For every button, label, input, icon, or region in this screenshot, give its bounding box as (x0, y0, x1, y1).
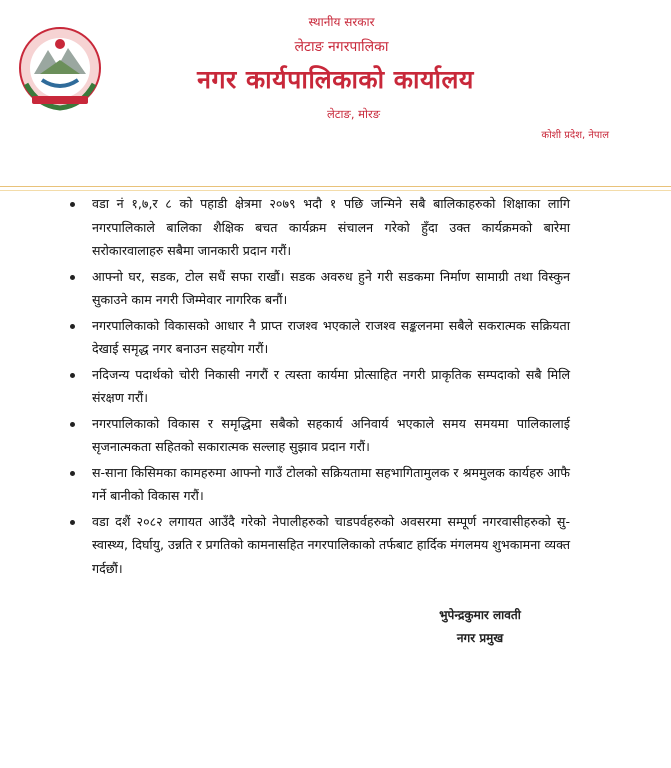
notice-item: नगरपालिकाको विकास र समृद्धिमा सबैको सहकार्य अनिवार्य भएकाले समय समयमा पालिकालाई सृजनात्मकता सहितको सकारात्मक सल्लाह सुझाव प्रदान गरौं। (70, 412, 570, 459)
province-label: कोशी प्रदेश, नेपाल (541, 130, 609, 141)
municipality-name: लेटाङ नगरपालिका (294, 39, 389, 55)
notice-item: आफ्नो घर, सडक, टोल सधैं सफा राखौं। सडक अवरुध हुने गरी सडकमा निर्माण सामाग्री तथा विस्कुन सुकाउने काम नगरी जिम्मेवार नागरिक बनौं। (70, 265, 570, 312)
signatory-title: नगर प्रमुख (456, 631, 504, 645)
header-divider (0, 186, 671, 187)
office-title: नगर कार्यपालिकाको कार्यालय (197, 65, 474, 94)
notice-item: वडा नं १,७,र ८ को पहाडी क्षेत्रमा २०७९ भदौ १ पछि जन्मिने सबै बालिकाहरुको शिक्षाका लागि नगरपालिकाले बालिका शैक्षिक बचत कार्यक्रम संचालन गरेको हुँदा उक्त कार्यक्रमको बारेमा सरोकारवालाहरु सबैमा जानकारी प्रदान गरौं। (70, 192, 570, 263)
notice-item: नदिजन्य पदार्थको चोरी निकासी नगरौं र त्यस्ता कार्यमा प्रोत्साहित नगरी प्राकृतिक सम्पदाको सबै मिलि संरक्षण गरौं। (70, 363, 570, 410)
notice-item: स-साना किसिमका कामहरुमा आफ्नो गाउँ टोलको सक्रियतामा सहभागितामुलक र श्रममुलक कार्यहरु आफै गर्ने बानीको विकास गरौं। (70, 461, 570, 508)
notice-list (70, 192, 570, 582)
notice-item: नगरपालिकाको विकासको आधार नै प्राप्त राजश्व भएकाले राजश्व सङ्कलनमा सबैले सकरात्मक सक्रियता देखाई समृद्ध नगर बनाउन सहयोग गरौं। (70, 314, 570, 361)
office-address: लेटाङ, मोरङ (326, 107, 381, 121)
government-label: स्थानीय सरकार (308, 15, 375, 29)
header-divider-secondary (0, 190, 671, 191)
signatory-name: भुपेन्द्रकुमार लावती (439, 608, 521, 622)
notice-item: वडा दशैं २०८२ लगायत आउँदै गरेको नेपालीहरुको चाडपर्वहरुको अवसरमा सम्पूर्ण नगरवासीहरुको सु-स्वास्थ्य, दिर्घायु, उन्नति र प्रगतिको कामनासहित नगरपालिकाको तर्फबाट हार्दिक मंगलमय शुभकामना व्यक्त गर्दछौं। (70, 510, 570, 581)
